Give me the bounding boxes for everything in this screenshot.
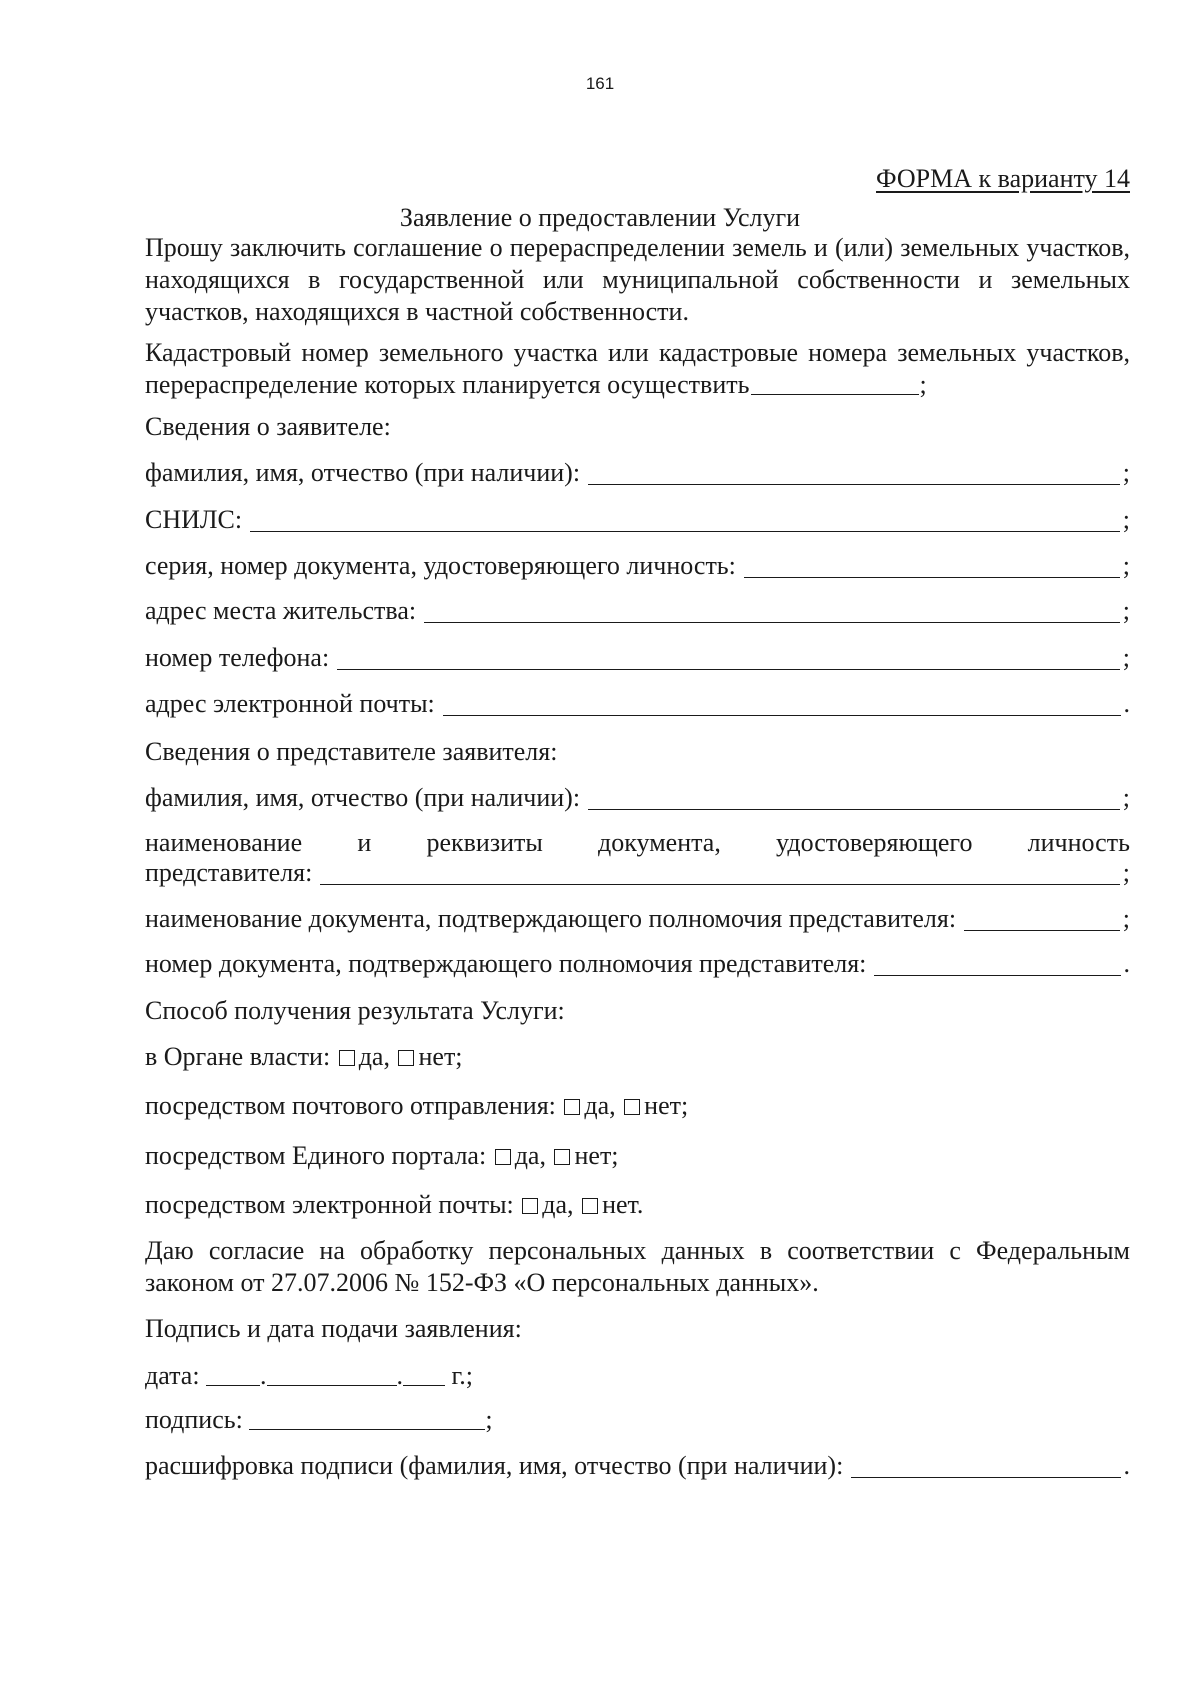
signature-decoding-row <box>145 1449 1130 1483</box>
signature-decoding-label: расшифровка подписи (фамилия, имя, отчество (при наличии): <box>145 1451 844 1480</box>
date-year-field[interactable] <box>403 1361 445 1386</box>
email-label: адрес электронной почты: <box>145 689 435 718</box>
semicolon: ; <box>485 1405 493 1434</box>
delivery-option <box>145 1139 1130 1173</box>
semicolon: ; <box>1122 505 1130 534</box>
email-row <box>145 687 1130 721</box>
date-day-field[interactable] <box>206 1361 260 1386</box>
id-doc-label: серия, номер документа, удостоверяющего личность: <box>145 551 736 580</box>
period: . <box>1123 1451 1130 1480</box>
signature-heading: Подпись и дата подачи заявления: <box>145 1314 522 1343</box>
request-paragraph: Прошу заключить соглашение о перераспределении земель и (или) земельных участков, находящихся в государственной или муниципальной собственности и земельных участков, находящихся в частной собственности. <box>145 233 1130 326</box>
rep-id-word: личность <box>1027 828 1130 857</box>
semicolon: ; <box>1122 643 1130 672</box>
phone-field[interactable] <box>337 643 1120 670</box>
yes-checkbox[interactable] <box>564 1099 580 1115</box>
delivery-option-label: посредством Единого портала: <box>145 1141 487 1170</box>
phone-row <box>145 641 1130 675</box>
address-row <box>145 594 1130 628</box>
no-checkbox[interactable] <box>398 1050 414 1066</box>
representative-id-doc-line1 <box>145 826 1130 860</box>
representative-fio-field[interactable] <box>588 783 1120 810</box>
phone-label: номер телефона: <box>145 643 330 672</box>
delivery-option <box>145 1089 1130 1123</box>
yes-checkbox[interactable] <box>495 1149 511 1165</box>
period: . <box>1123 689 1130 718</box>
delivery-option-label: в Органе власти: <box>145 1042 331 1071</box>
no-checkbox[interactable] <box>582 1198 598 1214</box>
semicolon: ; <box>1122 458 1130 487</box>
snils-label: СНИЛС: <box>145 505 243 534</box>
rep-id-word: наименование <box>145 828 303 857</box>
delivery-heading: Способ получения результата Услуги: <box>145 996 565 1025</box>
delivery-option <box>145 1040 1130 1074</box>
snils-field[interactable] <box>250 505 1120 532</box>
no-label: нет. <box>602 1190 644 1219</box>
delivery-option-label: посредством почтового отправления: <box>145 1091 556 1120</box>
address-field[interactable] <box>424 596 1120 623</box>
id-doc-field[interactable] <box>744 551 1120 578</box>
semicolon: ; <box>1122 904 1130 933</box>
email-field[interactable] <box>443 689 1121 716</box>
cadastral-number-field[interactable] <box>751 370 919 395</box>
rep-id-word: удостоверяющего <box>776 828 973 857</box>
cadastral-text: Кадастровый номер земельного участка или кадастровые номера земельных участков, перераспределение которых планируется осуществить <box>145 338 1130 399</box>
semicolon: ; <box>1122 858 1130 887</box>
semicolon: ; <box>1122 596 1130 625</box>
no-label: нет; <box>418 1042 463 1071</box>
semicolon: ; <box>919 370 927 399</box>
document-title: Заявление о предоставлении Услуги <box>399 203 801 232</box>
yes-label: да, <box>542 1190 574 1219</box>
representative-id-doc-field[interactable] <box>320 858 1119 885</box>
no-checkbox[interactable] <box>624 1099 640 1115</box>
signature-row <box>145 1403 1130 1437</box>
delivery-option-label: посредством электронной почты: <box>145 1190 514 1219</box>
signature-field[interactable] <box>249 1405 485 1430</box>
applicant-fio-field[interactable] <box>588 458 1120 485</box>
signature-label: подпись: <box>145 1405 243 1434</box>
yes-label: да, <box>584 1091 616 1120</box>
representative-heading: Сведения о представителе заявителя: <box>145 737 558 766</box>
period: . <box>1123 949 1130 978</box>
rep-id-word: документа, <box>598 828 721 857</box>
signature-decoding-field[interactable] <box>851 1451 1120 1478</box>
form-variant-tag: ФОРМА к варианту 14 <box>876 164 1130 193</box>
id-doc-row <box>145 549 1130 583</box>
authority-doc-number-field[interactable] <box>874 949 1120 976</box>
snils-row <box>145 503 1130 537</box>
authority-doc-name-label: наименование документа, подтверждающего полномочия представителя: <box>145 904 957 933</box>
page-number: 161 <box>585 74 615 93</box>
authority-doc-name-field[interactable] <box>964 904 1120 931</box>
address-label: адрес места жительства: <box>145 596 417 625</box>
date-separator: . <box>260 1361 267 1390</box>
no-checkbox[interactable] <box>554 1149 570 1165</box>
authority-doc-name-row <box>145 902 1130 936</box>
representative-fio-row <box>145 781 1130 815</box>
rep-id-word: реквизиты <box>426 828 543 857</box>
consent-paragraph: Даю согласие на обработку персональных данных в соответствии с Федеральным законом от 27.07.2006 № 152-ФЗ «О персональных данных». <box>145 1236 1130 1297</box>
no-label: нет; <box>574 1141 619 1170</box>
authority-doc-number-row <box>145 947 1130 981</box>
representative-id-doc-label: представителя: <box>145 858 313 887</box>
date-label: дата: <box>145 1361 200 1390</box>
yes-checkbox[interactable] <box>522 1198 538 1214</box>
applicant-fio-row <box>145 456 1130 490</box>
yes-checkbox[interactable] <box>339 1050 355 1066</box>
cadastral-paragraph <box>145 337 1130 401</box>
applicant-heading: Сведения о заявителе: <box>145 412 391 441</box>
delivery-option <box>145 1188 1130 1222</box>
date-row <box>145 1359 1130 1393</box>
applicant-fio-label: фамилия, имя, отчество (при наличии): <box>145 458 581 487</box>
representative-id-doc-line2 <box>145 856 1130 890</box>
yes-label: да, <box>514 1141 546 1170</box>
no-label: нет; <box>644 1091 689 1120</box>
representative-fio-label: фамилия, имя, отчество (при наличии): <box>145 783 581 812</box>
year-suffix: г.; <box>451 1361 474 1390</box>
yes-label: да, <box>358 1042 390 1071</box>
rep-id-word: и <box>357 828 372 857</box>
semicolon: ; <box>1122 783 1130 812</box>
date-separator: . <box>396 1361 404 1390</box>
semicolon: ; <box>1122 551 1130 580</box>
date-month-field[interactable] <box>267 1361 397 1386</box>
authority-doc-number-label: номер документа, подтверждающего полномочия представителя: <box>145 949 867 978</box>
